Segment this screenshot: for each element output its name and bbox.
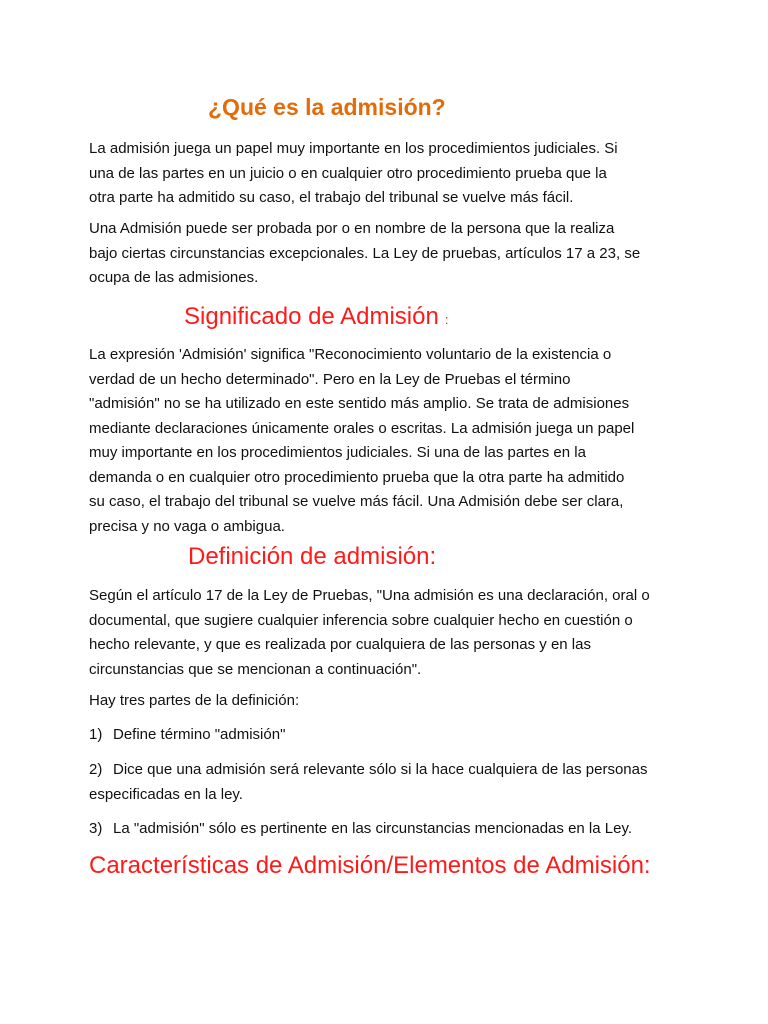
list-number: 2)	[89, 761, 103, 778]
significado-heading	[184, 303, 448, 331]
list-item	[89, 758, 699, 807]
significado-heading-text: Significado de Admisión	[184, 303, 439, 330]
list-text-continuation: especificadas en la ley.	[89, 785, 243, 803]
list-item	[89, 817, 699, 842]
significado-heading-colon: :	[444, 312, 449, 327]
text-line: bajo ciertas circunstancias excepcionales. La Ley de pruebas, artículos 17 a 23, se	[89, 244, 641, 262]
page-title: ¿Qué es la admisión?	[208, 94, 446, 120]
list-number: 3)	[89, 820, 103, 837]
text-line: ocupa de las admisiones.	[89, 269, 259, 286]
list-number: 1)	[89, 726, 103, 743]
partes-intro	[89, 689, 689, 714]
definicion-paragraph	[89, 584, 689, 682]
text-line: una de las partes en un juicio o en cualquier otro procedimiento prueba que la	[89, 164, 607, 182]
intro-paragraph-2	[89, 217, 689, 291]
text-line: circunstancias que se mencionan a continuación".	[89, 660, 422, 678]
text-line: otra parte ha admitido su caso, el trabajo del tribunal se vuelve más fácil.	[89, 189, 574, 206]
text-line: Una Admisión puede ser probada por o en nombre de la persona que la realiza	[89, 220, 615, 237]
text-line: documental, que sugiere cualquier inferencia sobre cualquier hecho en cuestión o	[89, 611, 633, 629]
text-line: Según el artículo 17 de la Ley de Pruebas, "Una admisión es una declaración, oral o	[89, 587, 650, 604]
text-line: mediante declaraciones únicamente orales o escritas. La admisión juega un papel	[89, 419, 635, 437]
definicion-heading: Definición de admisión:	[188, 543, 437, 570]
text-line: verdad de un hecho determinado". Pero en la Ley de Pruebas el término	[89, 370, 571, 388]
text-line: Hay tres partes de la definición:	[89, 692, 300, 709]
list-text: La "admisión" sólo es pertinente en las circunstancias mencionadas en la Ley.	[113, 820, 633, 837]
caracteristicas-heading: Características de Admisión/Elementos de Admisión:	[89, 852, 651, 879]
text-line: La expresión 'Admisión' significa "Reconocimiento voluntario de la existencia o	[89, 346, 612, 363]
text-line: hecho relevante, y que es realizada por cualquiera de las personas y en las	[89, 636, 591, 653]
significado-paragraph	[89, 343, 689, 539]
text-line: precisa y no vaga o ambigua.	[89, 517, 285, 535]
intro-paragraph-1	[89, 137, 689, 211]
list-item	[89, 723, 699, 748]
text-line: demanda o en cualquier otro procedimiento prueba que la otra parte ha admitido	[89, 468, 625, 486]
list-text: Dice que una admisión será relevante sólo si la hace cualquiera de las personas	[113, 761, 648, 778]
text-line: La admisión juega un papel muy importante en los procedimientos judiciales. Si	[89, 140, 618, 157]
text-line: muy importante en los procedimientos judiciales. Si una de las partes en la	[89, 444, 586, 461]
text-line: "admisión" no se ha utilizado en este sentido más amplio. Se trata de admisiones	[89, 395, 630, 412]
text-line: su caso, el trabajo del tribunal se vuelve más fácil. Una Admisión debe ser clara,	[89, 493, 624, 510]
list-text: Define término "admisión"	[113, 726, 286, 743]
